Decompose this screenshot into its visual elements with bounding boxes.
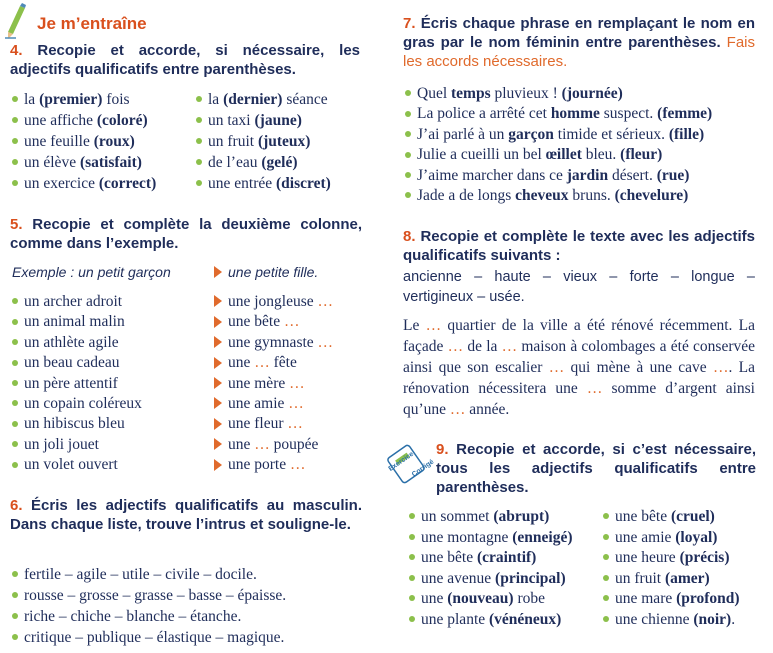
- ex9-item: [603, 548, 729, 568]
- bullet-icon: [12, 592, 18, 598]
- item-text: La police a arrêté cet: [417, 105, 551, 123]
- noun-bold: temps: [451, 85, 491, 102]
- bullet-icon: [603, 513, 609, 519]
- adjective-bold: (premier): [39, 91, 103, 108]
- bullet-icon: [409, 534, 415, 540]
- adjective-bold: (dernier): [223, 91, 283, 108]
- ex8-instruction: [403, 227, 755, 265]
- text-fragment: quartier de la ville a été rénové récemment. La façade: [403, 317, 755, 355]
- badge-text-exercice: Exercice: [387, 450, 416, 473]
- adjective-bold: (principal): [495, 569, 566, 587]
- adjective-bold: (satisfait): [79, 154, 142, 171]
- item-text: une mare: [615, 590, 677, 607]
- blank-dots: …: [586, 380, 603, 397]
- ex7-instruction-text: Écris chaque phrase en remplaçant le nom en gras par le nom féminin entre parenthèses.: [403, 15, 755, 51]
- item-text: .: [731, 610, 736, 628]
- ex4-item: [196, 111, 302, 131]
- adjective-bold: (profond): [676, 590, 740, 607]
- bullet-icon: [603, 554, 609, 560]
- bullet-icon: [405, 172, 411, 178]
- bullet-icon: [603, 616, 609, 622]
- adjective-bold: (loyal): [675, 528, 718, 546]
- bullet-icon: [12, 117, 18, 123]
- ex5-left-item: [12, 394, 142, 414]
- ex4-item: [12, 174, 156, 194]
- blank-dots: …: [287, 415, 303, 433]
- item-text: bleu.: [581, 146, 621, 164]
- feminine-noun: (fille): [668, 125, 705, 143]
- item-text: une chienne: [615, 610, 694, 628]
- ex8-text: [403, 315, 755, 420]
- item-text: une porte: [228, 456, 290, 474]
- item-text: une affiche: [24, 112, 97, 129]
- ex9-item: [603, 589, 740, 609]
- adjective-bold: (juteux): [257, 133, 311, 150]
- ex7-sentence: [405, 166, 689, 186]
- ex5-right-item: [214, 333, 333, 353]
- ex5-left-item: [12, 414, 125, 434]
- ex8-instruction-text: Recopie et complète le texte avec les adjectifs qualificatifs suivants :: [403, 228, 755, 264]
- adjective-bold: (discret): [276, 175, 331, 192]
- adjective-bold: (gelé): [261, 154, 298, 171]
- bullet-icon: [12, 319, 18, 325]
- bullet-icon: [603, 575, 609, 581]
- adjective-bold: (enneigé): [512, 528, 573, 546]
- bullet-icon: [603, 534, 609, 540]
- ex4-item: [196, 90, 328, 110]
- item-text: la: [208, 91, 224, 108]
- ex6-number: 6.: [10, 497, 23, 514]
- ex5-left-item: [12, 353, 120, 373]
- arrow-icon: [214, 397, 222, 409]
- blank-dots: …: [317, 293, 334, 310]
- bullet-icon: [409, 554, 415, 560]
- adjective-bold: (précis): [679, 549, 730, 566]
- item-text: robe: [513, 590, 546, 607]
- item-text: un taxi: [208, 112, 255, 129]
- adjective-bold: (noir): [693, 610, 732, 628]
- item-text: une: [228, 435, 255, 453]
- item-text: une feuille: [24, 133, 94, 150]
- bullet-icon: [405, 152, 411, 158]
- badge-text-corrige: Corrigé: [410, 458, 436, 479]
- ex7-sentence: [405, 145, 662, 165]
- item-text: poupée: [269, 435, 319, 453]
- bullet-icon: [196, 117, 202, 123]
- bullet-icon: [12, 613, 18, 619]
- blank-dots: …: [425, 317, 442, 334]
- item-text: un beau cadeau: [24, 354, 120, 372]
- feminine-noun: (chevelure): [614, 187, 689, 204]
- ex5-left-item: [12, 374, 118, 394]
- bullet-icon: [12, 159, 18, 165]
- item-text: une amie: [228, 395, 289, 412]
- item-text: une montagne: [421, 528, 513, 546]
- item-text: un volet ouvert: [24, 456, 118, 474]
- item-text: un fruit: [208, 133, 258, 150]
- item-text: Julie a cueilli un bel: [417, 146, 546, 164]
- text-fragment: année.: [465, 401, 510, 418]
- arrow-icon: [214, 295, 222, 307]
- blank-dots: …: [254, 435, 270, 453]
- ex5-number: 5.: [10, 216, 23, 233]
- feminine-noun: (journée): [561, 85, 623, 102]
- ex9-item: [409, 507, 549, 527]
- arrow-icon: [214, 357, 222, 369]
- item-text: suspect.: [599, 105, 658, 123]
- blank-dots: …: [289, 456, 306, 474]
- ex7-sentence: [405, 104, 712, 124]
- item-text: une fleur: [228, 415, 288, 433]
- noun-bold: garçon: [508, 125, 554, 143]
- item-text: désert.: [608, 166, 657, 184]
- bullet-icon: [405, 90, 411, 96]
- bullet-icon: [12, 360, 18, 366]
- bullet-icon: [12, 462, 18, 468]
- item-text: une: [228, 354, 255, 372]
- ex4-item: [12, 132, 135, 152]
- blank-dots: …: [449, 401, 466, 418]
- ex5-example-right: une petite fille.: [214, 262, 318, 283]
- arrow-icon: [214, 459, 222, 471]
- blank-dots: …: [501, 338, 518, 355]
- item-text: Jade a de longs: [417, 187, 516, 204]
- feminine-noun: (femme): [657, 105, 713, 123]
- blank-dots: …: [288, 395, 304, 412]
- ex9-item: [409, 569, 566, 589]
- item-text: un exercice: [24, 175, 99, 192]
- arrow-icon: [214, 438, 222, 450]
- adjective-bold: (roux): [93, 133, 135, 150]
- bullet-icon: [12, 634, 18, 640]
- ex9-item: [409, 589, 545, 609]
- ex4-item: [196, 132, 310, 152]
- ex5-right-item: [214, 353, 297, 373]
- item-text: critique – publique – élastique – magique.: [24, 629, 285, 646]
- section-title: Je m’entraîne: [37, 14, 147, 33]
- item-text: Quel: [417, 85, 452, 102]
- bullet-icon: [196, 96, 202, 102]
- adjective-bold: (cruel): [670, 508, 715, 525]
- ex7-number: 7.: [403, 15, 416, 32]
- bullet-icon: [12, 138, 18, 144]
- blank-dots: …: [712, 359, 729, 376]
- ex7-sentence: [405, 186, 688, 206]
- bullet-icon: [409, 513, 415, 519]
- ex4-item: [12, 153, 142, 173]
- bullet-icon: [12, 180, 18, 186]
- ex5-instruction: [10, 215, 362, 253]
- item-text: fois: [102, 91, 130, 108]
- ex8-number: 8.: [403, 228, 416, 245]
- bullet-icon: [196, 180, 202, 186]
- adjective-bold: (vénéneux): [489, 610, 562, 628]
- bullet-icon: [196, 159, 202, 165]
- item-text: un fruit: [615, 569, 665, 587]
- ex4-item: [12, 90, 130, 110]
- exercice-corrige-badge-icon: [383, 441, 436, 487]
- feminine-noun: (fleur): [620, 146, 663, 164]
- ex8-adjectives-line1: ancienne – haute – vieux – forte – longue –: [403, 269, 755, 285]
- item-text: une entrée: [208, 175, 276, 192]
- ex5-right-item: [214, 435, 318, 455]
- bullet-icon: [196, 138, 202, 144]
- noun-bold: homme: [550, 105, 600, 123]
- ex9-item: [603, 507, 715, 527]
- adjective-bold: (craintif): [476, 549, 537, 566]
- bullet-icon: [12, 298, 18, 304]
- ex5-example-left: Exemple : un petit garçon: [12, 264, 171, 280]
- item-text: une bête: [228, 313, 284, 331]
- bullet-icon: [12, 571, 18, 577]
- pencil-icon: [2, 2, 28, 42]
- ex5-right-item: [214, 312, 299, 332]
- text-fragment: Le: [403, 317, 426, 334]
- ex9-number: 9.: [436, 441, 449, 458]
- ex4-item: [196, 153, 298, 173]
- item-text: une plante: [421, 610, 490, 628]
- bullet-icon: [409, 595, 415, 601]
- item-text: J’aime marcher dans ce: [417, 166, 567, 184]
- ex7-sentence: [405, 125, 704, 145]
- noun-bold: œillet: [545, 146, 582, 164]
- ex7-sentence: [405, 84, 623, 104]
- ex9-item: [603, 569, 710, 589]
- bullet-icon: [12, 380, 18, 386]
- item-text: un joli jouet: [24, 435, 99, 453]
- ex6-list-item: [12, 565, 257, 585]
- text-fragment: somme d’argent ainsi qu’une: [403, 380, 755, 418]
- ex9-item: [409, 528, 573, 548]
- item-text: une heure: [615, 549, 680, 566]
- item-text: une bête: [615, 508, 671, 525]
- item-text: un archer adroit: [24, 293, 123, 310]
- text-fragment: de la: [463, 338, 502, 355]
- ex5-right-item: [214, 455, 305, 475]
- ex5-right-item: [214, 414, 303, 434]
- ex5-left-item: [12, 435, 99, 455]
- ex9-item: [409, 610, 561, 630]
- adjective-bold: (coloré): [96, 112, 148, 129]
- ex4-instruction: [10, 41, 360, 79]
- noun-bold: jardin: [566, 166, 609, 184]
- feminine-noun: (rue): [656, 166, 690, 184]
- bullet-icon: [12, 400, 18, 406]
- text-fragment: qui mène à une cave: [564, 359, 713, 376]
- item-text: pluvieux !: [490, 85, 562, 102]
- ex9-item: [409, 548, 536, 568]
- item-text: fertile – agile – utile – civile – docile.: [24, 566, 257, 583]
- blank-dots: …: [447, 338, 464, 355]
- item-text: une: [421, 590, 448, 607]
- blank-dots: …: [317, 333, 334, 351]
- arrow-icon: [214, 336, 222, 348]
- blank-dots: …: [283, 313, 300, 331]
- item-text: une bête: [421, 549, 477, 566]
- item-text: une jongleuse: [228, 293, 318, 310]
- ex5-right-item: [214, 374, 305, 394]
- item-text: fête: [269, 354, 297, 372]
- item-text: timide et sérieux.: [553, 125, 669, 143]
- ex5-left-item: [12, 333, 119, 353]
- ex6-list-item: [12, 607, 241, 627]
- bullet-icon: [405, 131, 411, 137]
- ex5-left-item: [12, 455, 118, 475]
- bullet-icon: [12, 441, 18, 447]
- item-text: la: [24, 91, 40, 108]
- ex7-instruction: [403, 14, 755, 71]
- ex4-number: 4.: [10, 42, 23, 59]
- item-text: un animal malin: [24, 313, 125, 331]
- ex6-list-item: [12, 586, 286, 606]
- bullet-icon: [603, 595, 609, 601]
- ex7-instruction-extra: Fais les accords nécessaires.: [403, 34, 756, 70]
- adjective-bold: (nouveau): [447, 590, 514, 607]
- arrow-icon: [214, 418, 222, 430]
- item-text: une avenue: [421, 569, 496, 587]
- ex4-item: [196, 174, 331, 194]
- item-text: un hibiscus bleu: [24, 415, 125, 433]
- item-text: un athlète agile: [24, 333, 119, 351]
- bullet-icon: [12, 339, 18, 345]
- adjective-bold: (jaune): [254, 112, 302, 129]
- noun-bold: cheveux: [515, 187, 569, 204]
- arrow-icon: [214, 377, 222, 389]
- arrow-icon: [214, 316, 222, 328]
- item-text: une amie: [615, 528, 676, 546]
- item-text: un sommet: [421, 508, 494, 525]
- ex9-instruction: [436, 440, 756, 497]
- ex5-left-item: [12, 312, 125, 332]
- item-text: riche – chiche – blanche – étanche.: [24, 608, 242, 625]
- bullet-icon: [405, 111, 411, 117]
- ex9-instruction-text: Recopie et accorde, si c’est nécessaire, tous les adjectifs qualificatifs entre parenthèses.: [436, 441, 757, 496]
- ex5-right-item: [214, 394, 304, 414]
- item-text: séance: [282, 91, 328, 108]
- item-text: bruns.: [568, 187, 615, 204]
- ex8-adjective-list: [403, 267, 755, 307]
- item-text: une gymnaste: [228, 333, 318, 351]
- ex4-instruction-text: Recopie et accorde, si nécessaire, les adjectifs qualificatifs entre parenthèses.: [10, 42, 360, 78]
- ex5-left-item: [12, 292, 122, 312]
- ex6-list-item: [12, 628, 284, 648]
- ex6-instruction: [10, 496, 362, 534]
- bullet-icon: [409, 616, 415, 622]
- bullet-icon: [405, 192, 411, 198]
- item-text: un élève: [24, 154, 80, 171]
- arrow-icon: [214, 266, 222, 278]
- item-text: J’ai parlé à un: [417, 125, 509, 143]
- blank-dots: …: [254, 354, 270, 372]
- ex9-item: [603, 610, 735, 630]
- adjective-bold: (amer): [664, 569, 710, 587]
- ex8-adjectives-line2: vertigineux – usée.: [403, 289, 525, 305]
- adjective-bold: (abrupt): [493, 508, 550, 525]
- ex5-right-item: [214, 292, 333, 312]
- ex4-item: [12, 111, 148, 131]
- ex5-instruction-text: Recopie et complète la deuxième colonne, comme dans l’exemple.: [10, 216, 362, 252]
- blank-dots: …: [289, 374, 305, 392]
- bullet-icon: [12, 421, 18, 427]
- adjective-bold: (correct): [98, 175, 157, 192]
- text-fragment: . La rénovation nécessitera une: [403, 359, 755, 397]
- bullet-icon: [12, 96, 18, 102]
- item-text: de l’eau: [208, 154, 262, 171]
- item-text: une mère: [228, 374, 290, 392]
- ex9-item: [603, 528, 717, 548]
- item-text: un père attentif: [24, 374, 118, 392]
- item-text: rousse – grosse – grasse – basse – épaisse.: [24, 587, 287, 604]
- bullet-icon: [409, 575, 415, 581]
- item-text: un copain coléreux: [24, 395, 142, 412]
- ex6-instruction-text: Écris les adjectifs qualificatifs au masculin. Dans chaque liste, trouve l’intrus et souligne-le.: [10, 497, 362, 533]
- blank-dots: …: [548, 359, 565, 376]
- text-fragment: maison à colombages a été conservée ainsi que son escalier: [403, 338, 755, 376]
